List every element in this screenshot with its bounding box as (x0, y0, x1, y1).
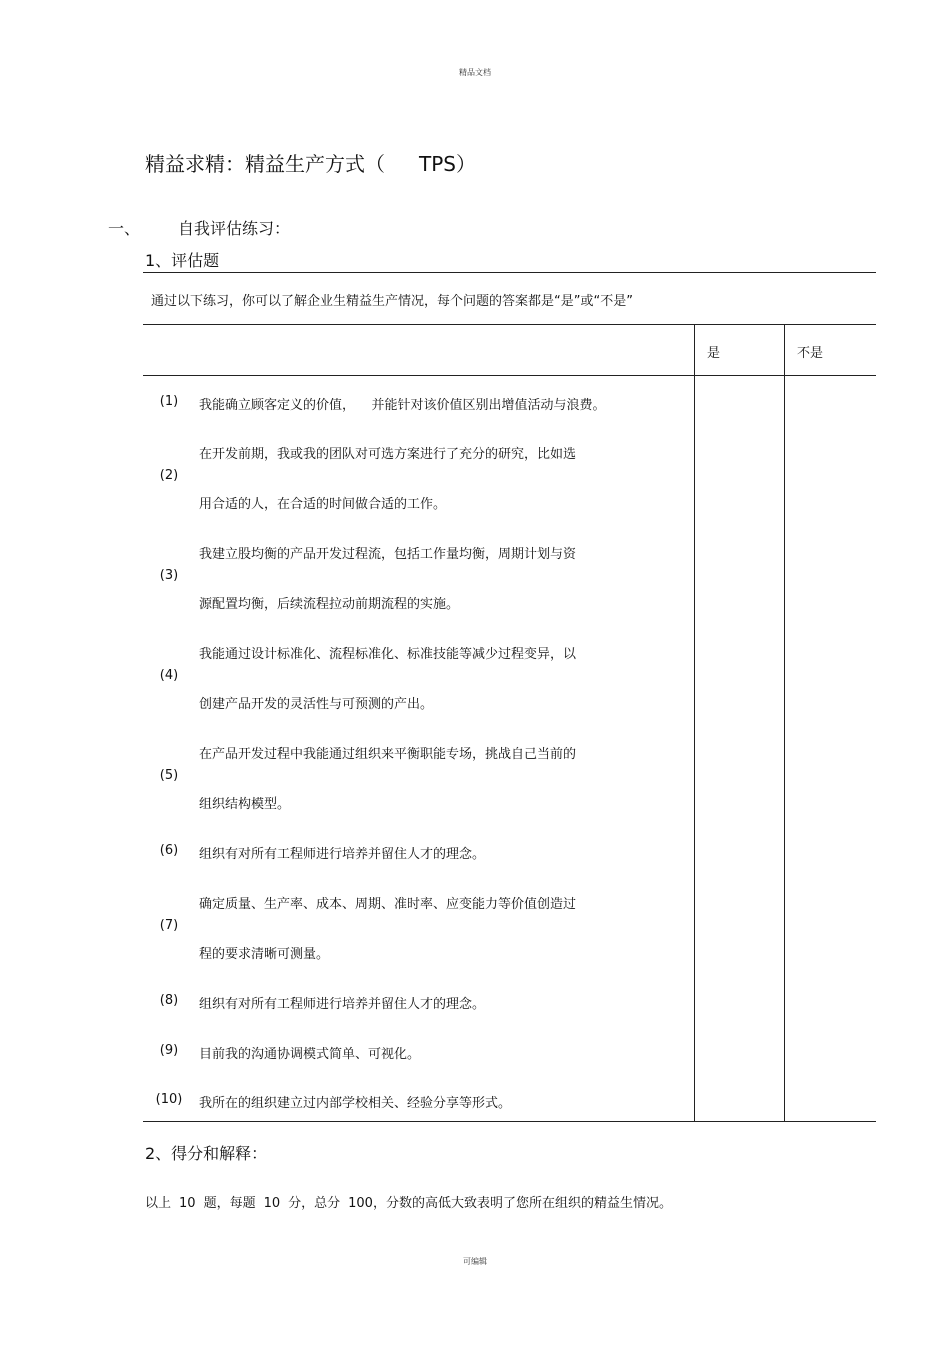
page-header-tag: 精品文档 (459, 68, 491, 77)
question-number: (4) (159, 668, 179, 683)
subsection-title-score: 2、得分和解释： (145, 1144, 268, 1163)
question-text: 在开发前期，我或我的团队对可选方案进行了充分的研究，比如选 (199, 447, 577, 462)
question-text: 我建立股均衡的产品开发过程流，包括工作量均衡，周期计划与资 (199, 547, 577, 562)
question-text: 目前我的沟通协调模式简单、可视化。 (199, 1047, 421, 1062)
column-header-no: 不是 (797, 346, 824, 361)
question-number: (9) (159, 1043, 179, 1058)
question-number: (7) (159, 918, 179, 933)
table-bottom-rule (143, 1121, 876, 1122)
question-text: 创建产品开发的灵活性与可预测的产出。 (199, 697, 434, 712)
score-text-g: ，分数的高低大致表明了您所在组织的精益生情况。 (372, 1196, 672, 1211)
title-tps: TPS） (419, 152, 476, 176)
score-text-f: 100 (348, 1196, 373, 1211)
question-text: 组织结构模型。 (199, 797, 291, 812)
question-text: 用合适的人，在合适的时间做合适的工作。 (199, 497, 447, 512)
question-number: (5) (159, 768, 179, 783)
score-text-d: 10 (263, 1196, 281, 1211)
question-text: 源配置均衡，后续流程拉动前期流程的实施。 (199, 597, 460, 612)
question-text: 确定质量、生产率、成本、周期、准时率、应变能力等价值创造过 (199, 897, 577, 912)
section-title: 自我评估练习： (178, 219, 291, 238)
table-header-rule (143, 324, 876, 325)
page-footer-tag: 可编辑 (463, 1257, 487, 1266)
question-text: 我能确立顾客定义的价值， 并能针对该价值区别出增值活动与浪费。 (199, 398, 606, 413)
question-text: 我能通过设计标准化、流程标准化、标准技能等减少过程变异，以 (199, 647, 577, 662)
question-number: (8) (159, 993, 179, 1008)
score-text-b: 10 (179, 1196, 196, 1211)
table-body-rule (143, 375, 876, 376)
question-number: (2) (159, 468, 179, 483)
question-number: (3) (159, 568, 179, 583)
document-title (145, 148, 476, 177)
score-text-a: 以上 (145, 1196, 172, 1211)
question-text: 在产品开发过程中我能通过组织来平衡职能专场，挑战自己当前的 (199, 747, 577, 762)
score-text-e: 分，总分 (288, 1196, 341, 1211)
question-text: 我所在的组织建立过内部学校相关、经验分享等形式。 (199, 1096, 512, 1111)
table-top-rule (143, 272, 876, 273)
question-number: (1) (159, 394, 179, 409)
column-divider-no (784, 324, 785, 1121)
question-text: 组织有对所有工程师进行培养并留住人才的理念。 (199, 847, 486, 862)
title-main: 精益求精：精益生产方式（ (145, 152, 385, 176)
intro-text: 通过以下练习，你可以了解企业生精益生产情况，每个问题的答案都是“是”或“不是” (151, 294, 633, 309)
question-text: 程的要求清晰可测量。 (199, 947, 330, 962)
subsection-title-assessment: 1、评估题 (145, 251, 220, 270)
score-text-c: 题，每题 (203, 1196, 256, 1211)
column-divider-yes (694, 324, 695, 1121)
question-text: 组织有对所有工程师进行培养并留住人才的理念。 (199, 997, 486, 1012)
question-number: (10) (155, 1092, 183, 1107)
score-explanation (145, 1192, 672, 1211)
question-number: (6) (159, 843, 179, 858)
column-header-yes: 是 (707, 346, 721, 361)
section-number: 一、 (108, 219, 141, 238)
